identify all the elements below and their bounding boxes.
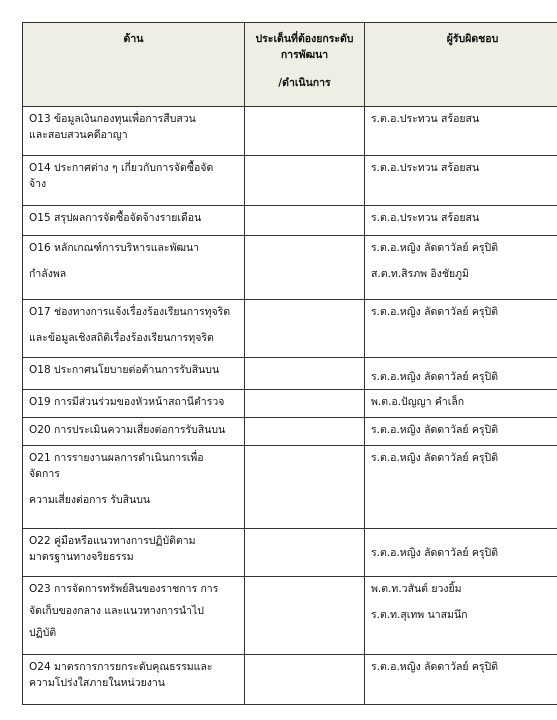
topic-line: และข้อมูลเชิงสถิติเรื่องร้องเรียนการทุจริต <box>29 332 214 344</box>
table-row <box>23 156 557 206</box>
table-row <box>23 236 557 300</box>
owner-line: ร.ต.อ.ประทวน สร้อยสน <box>371 113 480 125</box>
row-issue <box>245 655 365 705</box>
owner-line: ส.ต.ท.สิรภพ อิงชัยภูมิ <box>371 268 469 280</box>
row-issue <box>245 300 365 358</box>
row-topic <box>23 390 245 418</box>
topic-line: และสอบสวนคดีอาญา <box>29 129 128 141</box>
topic-line: O23 การจัดการทรัพย์สินของราชการ การ <box>29 583 219 595</box>
table-row <box>23 300 557 358</box>
row-owner <box>365 418 557 446</box>
row-issue <box>245 529 365 577</box>
topic-line: ความเสี่ยงต่อการ รับสินบน <box>29 494 151 506</box>
row-owner <box>365 446 557 529</box>
table-header-row <box>23 23 557 107</box>
row-issue <box>245 446 365 529</box>
row-issue <box>245 358 365 390</box>
table-row <box>23 529 557 577</box>
owner-line: พ.ต.ท.วสันต์ ยวงยิ้ม <box>371 583 462 595</box>
row-owner <box>365 206 557 236</box>
topic-line: O22 คู่มือหรือแนวทางการปฏิบัติตาม <box>29 535 196 547</box>
row-issue <box>245 107 365 156</box>
topic-line: จ้าง <box>29 178 47 190</box>
row-topic <box>23 529 245 577</box>
table-row <box>23 577 557 655</box>
row-issue <box>245 236 365 300</box>
row-issue <box>245 206 365 236</box>
topic-line: กำลังพล <box>29 268 67 280</box>
table-row <box>23 418 557 446</box>
table-row <box>23 358 557 390</box>
row-owner <box>365 390 557 418</box>
topic-line: O17 ช่องทางการแจ้งเรื่องร้องเรียนการทุจริต <box>29 306 231 318</box>
header-owner: ผู้รับผิดชอบ <box>365 23 557 107</box>
topic-line: O24 มาตรการการยกระดับคุณธรรมและ <box>29 661 213 673</box>
header-issue-line2: การพัฒนา <box>280 49 329 61</box>
owner-line: ร.ต.อ.ประทวน สร้อยสน <box>371 212 480 224</box>
row-owner <box>365 577 557 655</box>
table-row <box>23 446 557 529</box>
owner-line: ร.ต.อ.หญิง ลัดดาวัลย์ ครุปิติ <box>371 242 499 254</box>
owner-line: ร.ต.อ.หญิง ลัดดาวัลย์ ครุปิติ <box>371 452 499 464</box>
topic-line: ปฏิบัติ <box>29 627 57 639</box>
topic-line: O19 การมีส่วนร่วมของหัวหน้าสถานีตำรวจ <box>29 396 225 408</box>
topic-line: O18 ประกาศนโยบายต่อต้านการรับสินบน <box>29 364 220 376</box>
row-topic <box>23 418 245 446</box>
topic-line: O14 ประกาศต่าง ๆ เกี่ยวกับการจัดซื้อจัด <box>29 162 214 174</box>
row-owner <box>365 358 557 390</box>
row-owner <box>365 655 557 705</box>
topic-line: O15 สรุปผลการจัดซื้อจัดจ้างรายเดือน <box>29 212 202 224</box>
topic-line: O16 หลักเกณฑ์การบริหารและพัฒนา <box>29 242 200 254</box>
responsibility-table <box>22 22 557 705</box>
row-issue <box>245 418 365 446</box>
row-owner <box>365 156 557 206</box>
owner-line: ร.ต.อ.หญิง ลัดดาวัลย์ ครุปิติ <box>371 546 499 559</box>
row-owner <box>365 529 557 577</box>
row-topic <box>23 577 245 655</box>
row-issue <box>245 577 365 655</box>
row-topic <box>23 107 245 156</box>
table-row <box>23 390 557 418</box>
row-topic <box>23 236 245 300</box>
table-row <box>23 107 557 156</box>
row-topic <box>23 358 245 390</box>
table-row <box>23 655 557 705</box>
row-topic <box>23 446 245 529</box>
header-issue-line3: /ดำเนินการ <box>278 77 331 89</box>
owner-line: ร.ต.อ.ประทวน สร้อยสน <box>371 162 480 174</box>
owner-line: พ.ต.อ.ปัญญา คำเล็ก <box>371 396 465 408</box>
owner-line: ร.ต.อ.หญิง ลัดดาวัลย์ ครุปิติ <box>371 306 499 318</box>
topic-line: มาตรฐานทางจริยธรรม <box>29 551 134 563</box>
owner-line: ร.ต.อ.หญิง ลัดดาวัลย์ ครุปิติ <box>371 424 499 436</box>
topic-line: O13 ข้อมูลเงินกองทุนเพื่อการสืบสวน <box>29 113 196 125</box>
row-issue <box>245 156 365 206</box>
owner-line: ร.ต.อ.หญิง ลัดดาวัลย์ ครุปิติ <box>371 371 499 383</box>
topic-line: จัดเก็บของกลาง และแนวทางการนำไป <box>29 605 204 617</box>
header-topic: ด้าน <box>23 23 245 107</box>
header-issue <box>245 23 365 107</box>
topic-line: O20 การประเมินความเสี่ยงต่อการรับสินบน <box>29 424 226 436</box>
row-topic <box>23 156 245 206</box>
row-issue <box>245 390 365 418</box>
row-topic <box>23 300 245 358</box>
topic-line: O21 การรายงานผลการดำเนินการเพื่อ <box>29 452 204 464</box>
owner-line: ร.ต.อ.หญิง ลัดดาวัลย์ ครุปิติ <box>371 661 499 673</box>
table-row <box>23 206 557 236</box>
header-issue-line1: ประเด็นที่ต้องยกระดับ <box>255 33 354 45</box>
row-owner <box>365 300 557 358</box>
topic-line: จัดการ <box>29 468 60 480</box>
owner-line: ร.ต.ท.สุเทพ นาสมนึก <box>371 609 468 621</box>
topic-line: ความโปร่งใสภายในหน่วยงาน <box>29 677 165 689</box>
row-topic <box>23 206 245 236</box>
row-owner <box>365 107 557 156</box>
row-topic <box>23 655 245 705</box>
row-owner <box>365 236 557 300</box>
